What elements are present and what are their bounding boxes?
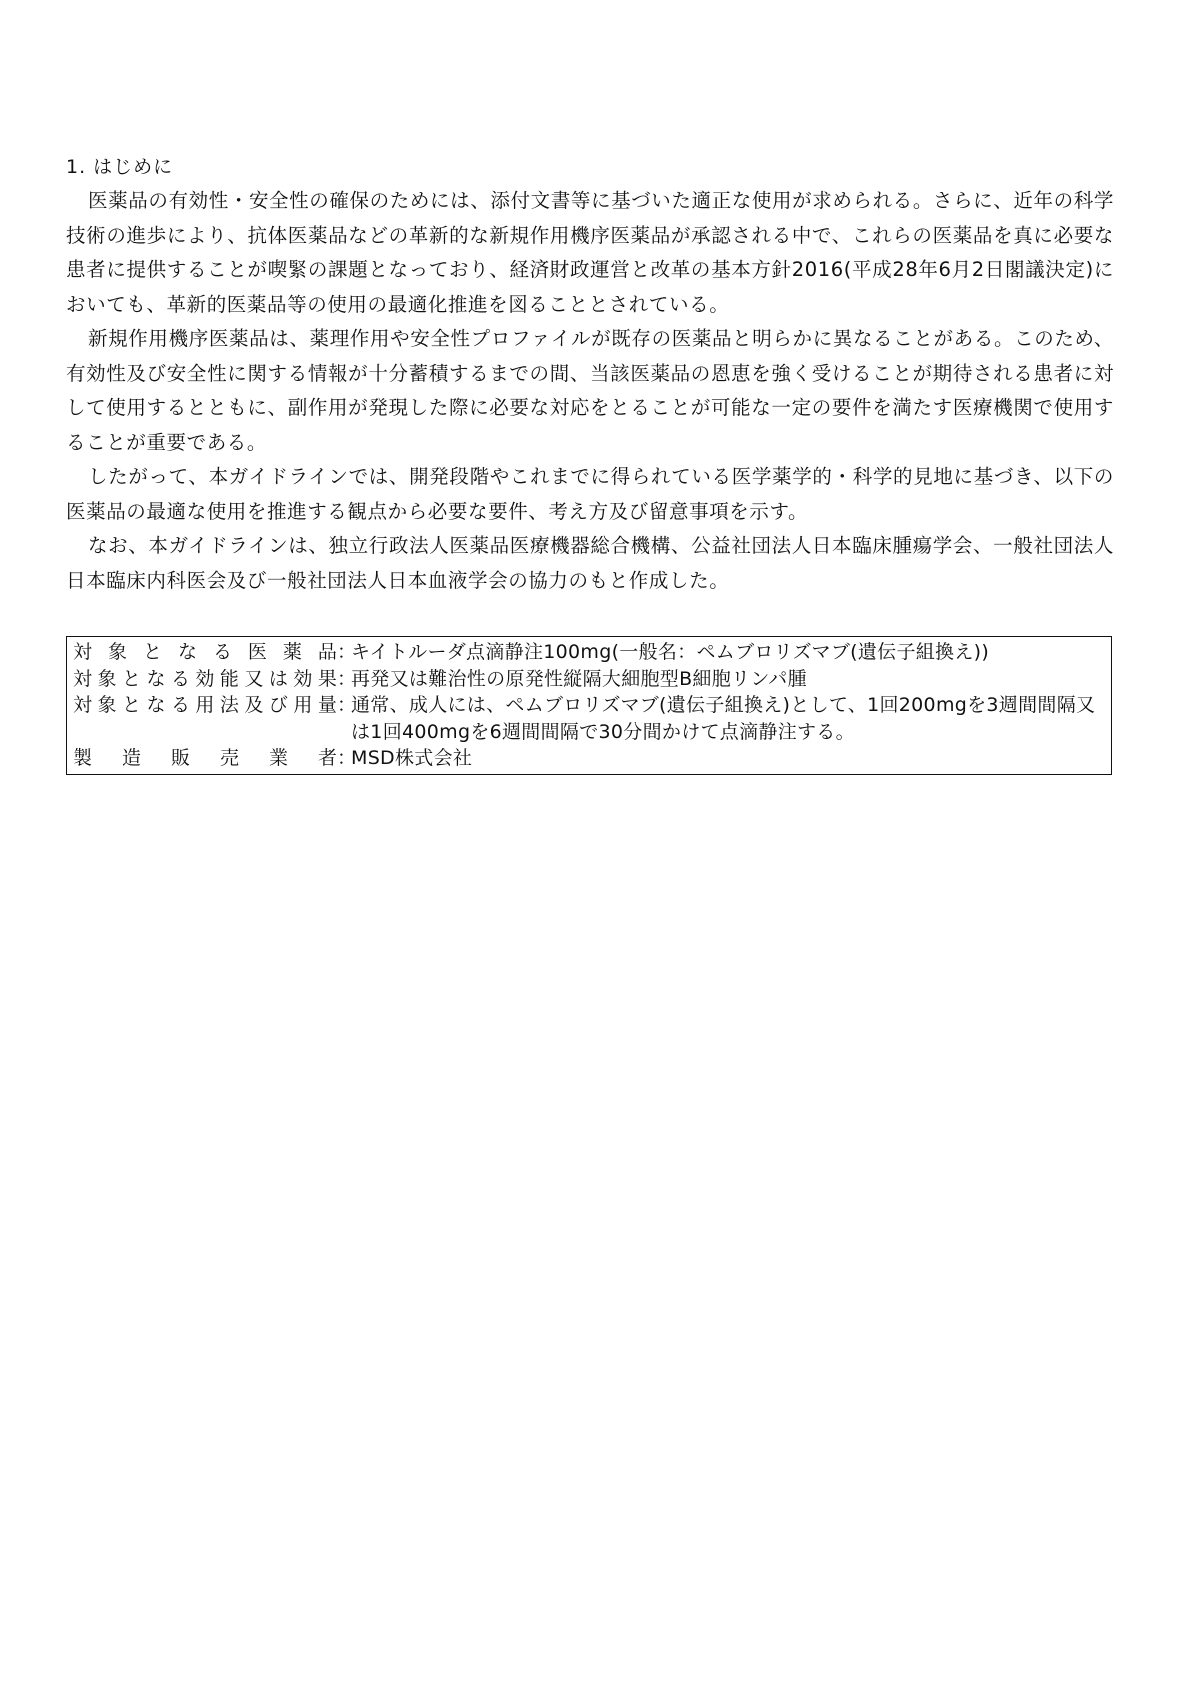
info-separator: ： <box>337 747 357 769</box>
target-dosage-row <box>73 692 1111 745</box>
section-heading: 1. はじめに <box>66 156 174 178</box>
info-value: キイトルーダ点滴静注100mg(一般名：ペムブロリズマブ(遺伝子組換え)) <box>351 641 990 663</box>
info-value: 通常、成人には、ペムブロリズマブ(遺伝子組換え)として、1回200mgを3週間間隔又は1回400mgを6週間間隔で30分間かけて点滴静注する。 <box>351 694 1096 743</box>
info-label: 対 象 と な る 医 薬 品 <box>73 641 337 663</box>
document-page <box>66 150 1114 598</box>
info-value: MSD株式会社 <box>351 747 473 769</box>
paragraph-1: 医薬品の有効性・安全性の確保のためには、添付文書等に基づいた適正な使用が求められる。さらに、近年の科学技術の進歩により、抗体医薬品などの革新的な新規作用機序医薬品が承認される中で、これらの医薬品を真に必要な患者に提供することが喫緊の課題となっており、経済財政運営と改革の基本方針2016(平成28年6月2日閣議決定)においても、革新的医薬品等の使用の最適化推進を図ることとされている。 <box>66 189 1114 316</box>
manufacturer-row <box>73 745 1111 772</box>
info-label: 対 象 と な る 効 能 又 は 効 果 <box>73 667 337 690</box>
target-indication-row <box>73 666 1111 693</box>
info-value: 再発又は難治性の原発性縦隔大細胞型B細胞リンパ腫 <box>351 667 807 690</box>
paragraph-2: 新規作用機序医薬品は、薬理作用や安全性プロファイルが既存の医薬品と明らかに異なることがある。このため、有効性及び安全性に関する情報が十分蓄積するまでの間、当該医薬品の恩恵を強く受けることが期待される患者に対して使用するとともに、副作用が発現した際に必要な対応をとることが可能な一定の要件を満たす医療機関で使用することが重要である。 <box>66 327 1114 454</box>
target-drug-row <box>73 639 1111 666</box>
info-separator: ： <box>337 694 357 716</box>
paragraph-4: なお、本ガイドラインは、独立行政法人医薬品医療機器総合機構、公益社団法人日本臨床腫瘍学会、一般社団法人日本臨床内科医会及び一般社団法人日本血液学会の協力のもと作成した。 <box>66 534 1114 592</box>
info-separator: ： <box>337 641 357 663</box>
info-separator: ： <box>337 667 357 690</box>
target-drug-info-box <box>66 636 1112 775</box>
info-label: 製 造 販 売 業 者 <box>73 747 337 769</box>
info-label: 対 象 と な る 用 法 及 び 用 量 <box>73 694 337 716</box>
paragraph-3: したがって、本ガイドラインでは、開発段階やこれまでに得られている医学薬学的・科学的見地に基づき、以下の医薬品の最適な使用を推進する観点から必要な要件、考え方及び留意事項を示す。 <box>66 465 1114 523</box>
